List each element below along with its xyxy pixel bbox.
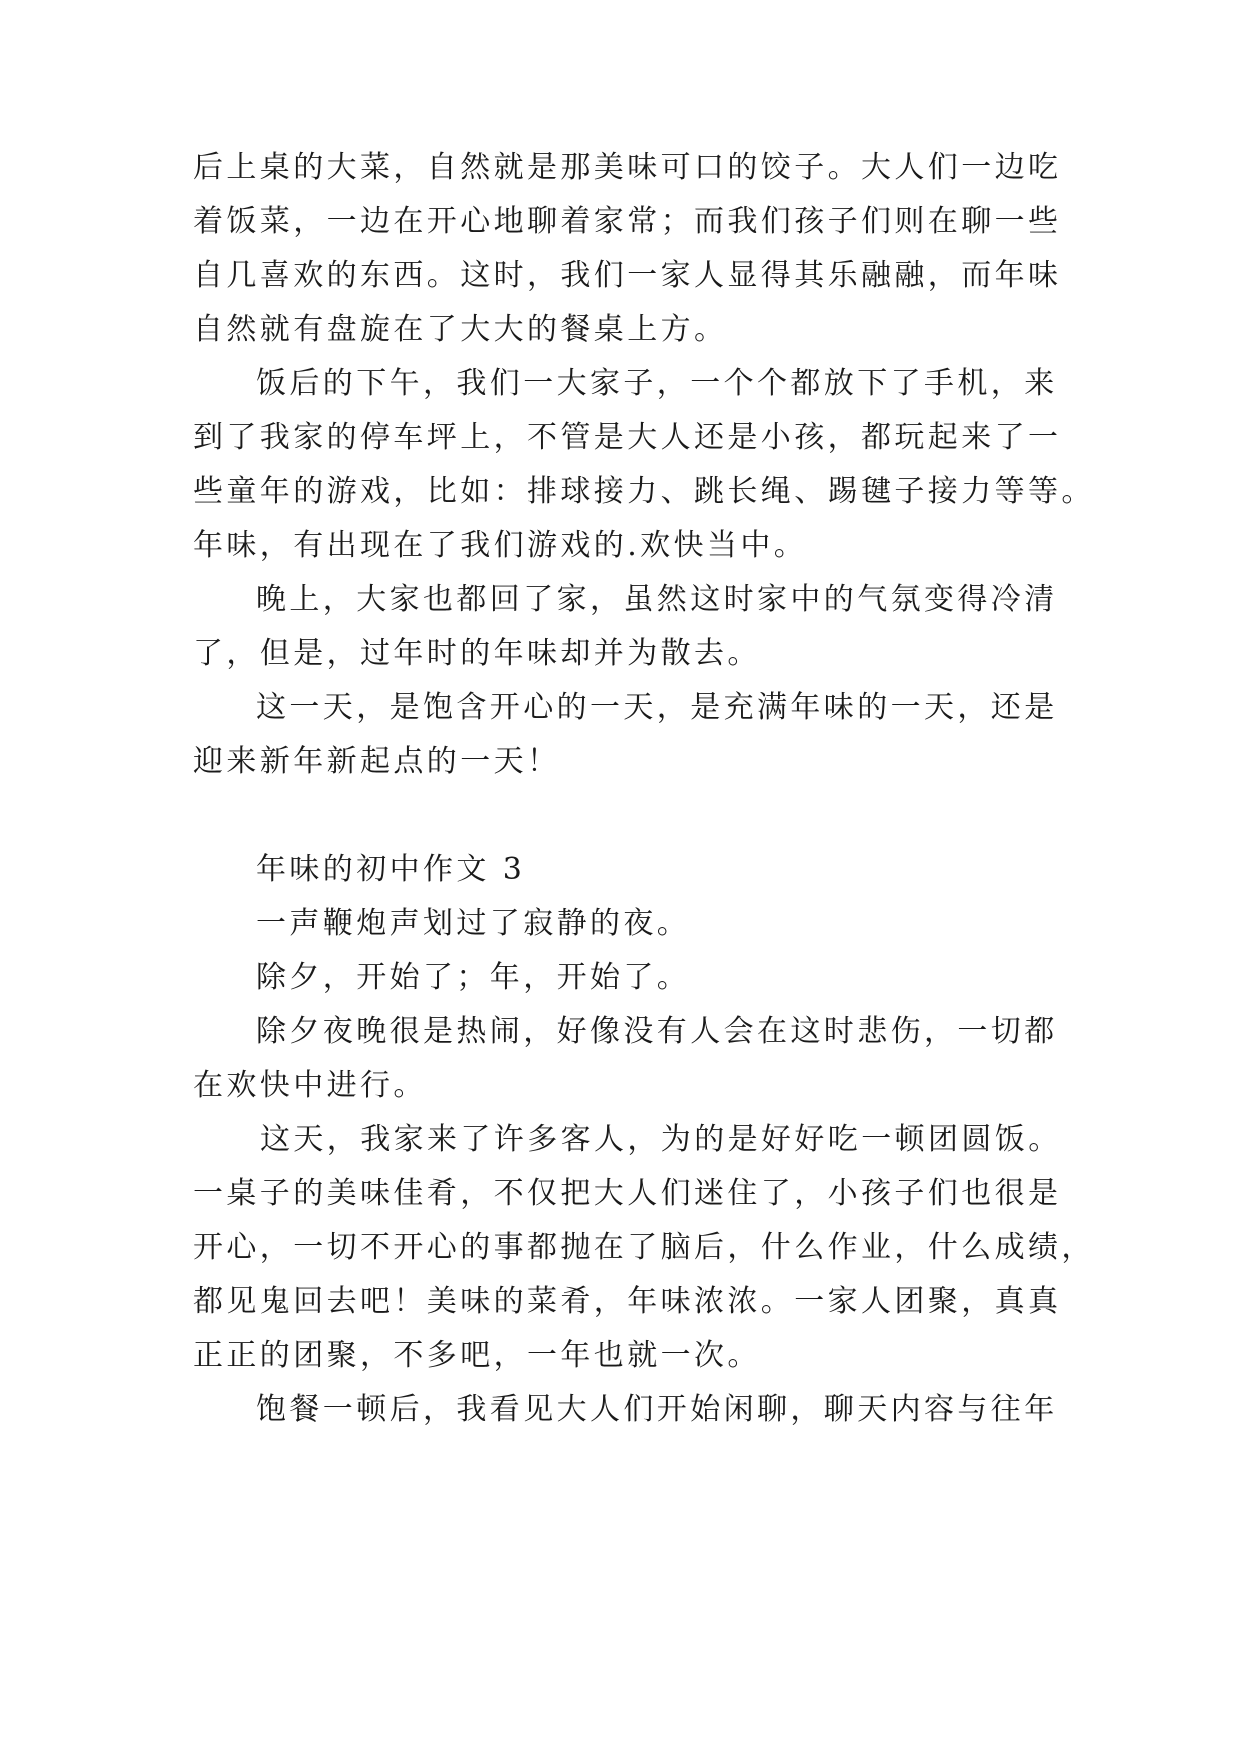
text-line: 自然就有盘旋在了大大的餐桌上方。 [193,312,728,347]
text-line: 除夕，开始了；年，开始了。 [256,960,691,995]
text-line: 自几喜欢的东西。这时，我们一家人显得其乐融融，而年味 [193,258,1062,293]
text-line: 都见鬼回去吧！美味的菜肴，年味浓浓。一家人团聚，真真 [193,1284,1062,1319]
text-line: 饱餐一顿后，我看见大人们开始闲聊，聊天内容与往年 [256,1392,1058,1427]
text-line: 这天，我家来了许多客人，为的是好好吃一顿团圆饭。 [260,1122,1062,1157]
text-line: 些童年的游戏，比如：排球接力、跳长绳、踢毽子接力等等。 [193,474,1095,509]
text-line: 迎来新年新起点的一天！ [193,744,561,779]
text-line: 一桌子的美味佳肴，不仅把大人们迷住了，小孩子们也很是 [193,1176,1062,1211]
text-line: 着饭菜，一边在开心地聊着家常；而我们孩子们则在聊一些 [193,204,1062,239]
text-line: 饭后的下午，我们一大家子，一个个都放下了手机，来 [256,366,1058,401]
text-line: 到了我家的停车坪上，不管是大人还是小孩，都玩起来了一 [193,420,1062,455]
text-line: 除夕夜晚很是热闹，好像没有人会在这时悲伤，一切都 [256,1014,1058,1049]
text-line: 在欢快中进行。 [193,1068,427,1103]
text-line: 年味，有出现在了我们游戏的.欢快当中。 [193,528,808,563]
section-heading: 年味的初中作文 3 [256,852,526,887]
text-line: 这一天，是饱含开心的一天，是充满年味的一天，还是 [256,690,1058,725]
text-line: 了，但是，过年时的年味却并为散去。 [193,636,761,671]
text-line: 晚上，大家也都回了家，虽然这时家中的气氛变得冷清 [256,582,1058,617]
text-line: 后上桌的大菜，自然就是那美味可口的饺子。大人们一边吃 [193,150,1062,185]
text-line: 开心，一切不开心的事都抛在了脑后，什么作业，什么成绩， [193,1230,1095,1265]
text-line: 一声鞭炮声划过了寂静的夜。 [256,906,691,941]
text-line: 正正的团聚，不多吧，一年也就一次。 [193,1338,761,1373]
